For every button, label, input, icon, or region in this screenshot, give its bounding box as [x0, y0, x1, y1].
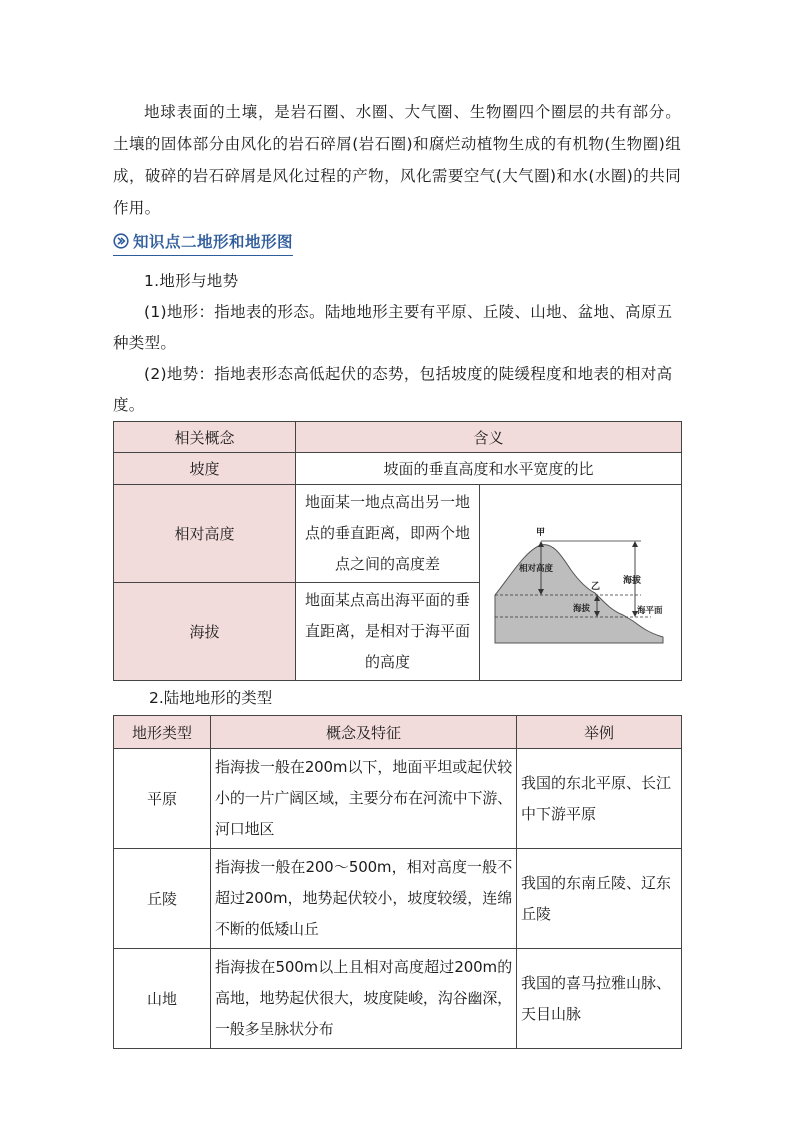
landform-header-type: 地形类型 [114, 716, 211, 749]
table-row [114, 949, 682, 1049]
section-heading [113, 230, 681, 260]
label-relative-height: 相对高度 [518, 563, 553, 574]
concept-term: 相对高度 [114, 485, 296, 583]
terrain-diagram [491, 515, 671, 647]
landform-name: 平原 [114, 749, 211, 849]
table-row [114, 849, 682, 949]
concept-term: 海拔 [114, 583, 296, 681]
concept-table [113, 421, 682, 681]
concept-meaning: 地面某一地点高出另一地点的垂直距离，即两个地点之间的高度差 [296, 485, 480, 583]
landform-header-feature: 概念及特征 [211, 716, 517, 749]
label-sea-level: 海平面 [636, 605, 663, 616]
arrow-circle-icon [113, 233, 129, 249]
terrain-diagram-cell [480, 485, 682, 681]
landform-name: 山地 [114, 949, 211, 1049]
landform-example: 我国的东南丘陵、辽东丘陵 [517, 849, 682, 949]
label-jia: 甲 [535, 527, 545, 538]
landform-table [113, 715, 682, 1049]
point-1b: (2)地势：指地表形态高低起伏的态势，包括坡度的陡缓程度和地表的相对高度。 [113, 365, 673, 414]
document-body [113, 96, 681, 1049]
concept-meaning: 地面某点高出海平面的垂直距离，是相对于海平面的高度 [296, 583, 480, 681]
label-altitude-mid: 海拔 [572, 603, 590, 614]
landform-desc: 指海拔在500m以上且相对高度超过200m的高地，地势起伏很大，坡度陡峻，沟谷幽深，一般多呈脉状分布 [211, 949, 517, 1049]
concept-header-term: 相关概念 [114, 422, 296, 453]
landform-desc: 指海拔一般在200m以下，地面平坦或起伏较小的一片广阔区域，主要分布在河流中下游、河口地区 [211, 749, 517, 849]
landform-desc: 指海拔一般在200～500m，相对高度一般不超过200m，地势起伏较小，坡度较缓，连绵不断的低矮山丘 [211, 849, 517, 949]
point-1-title: 1.地形与地势 [144, 272, 239, 290]
landform-example: 我国的喜马拉雅山脉、天目山脉 [517, 949, 682, 1049]
concept-header-meaning: 含义 [296, 422, 682, 453]
point-1a: (1)地形：指地表的形态。陆地地形主要有平原、丘陵、山地、盆地、高原五种类型。 [113, 303, 673, 352]
table-row [114, 749, 682, 849]
landform-name: 丘陵 [114, 849, 211, 949]
label-altitude-right: 海拔 [622, 575, 641, 586]
concept-term: 坡度 [114, 453, 296, 485]
label-yi: 乙 [590, 581, 600, 592]
landform-example: 我国的东北平原、长江中下游平原 [517, 749, 682, 849]
section-title: 知识点二地形和地形图 [133, 233, 294, 251]
terrain-profile [495, 544, 663, 642]
point-2-title: 2.陆地地形的类型 [149, 689, 273, 707]
concept-meaning: 坡面的垂直高度和水平宽度的比 [296, 453, 682, 485]
landform-header-example: 举例 [517, 716, 682, 749]
intro-paragraph: 地球表面的土壤，是岩石圈、水圈、大气圈、生物圈四个圈层的共有部分。土壤的固体部分由风化的岩石碎屑(岩石圈)和腐烂动植物生成的有机物(生物圈)组成，破碎的岩石碎屑是风化过程的产物，风化需要空气(大气圈)和水(水圈)的共同作用。 [113, 103, 681, 217]
